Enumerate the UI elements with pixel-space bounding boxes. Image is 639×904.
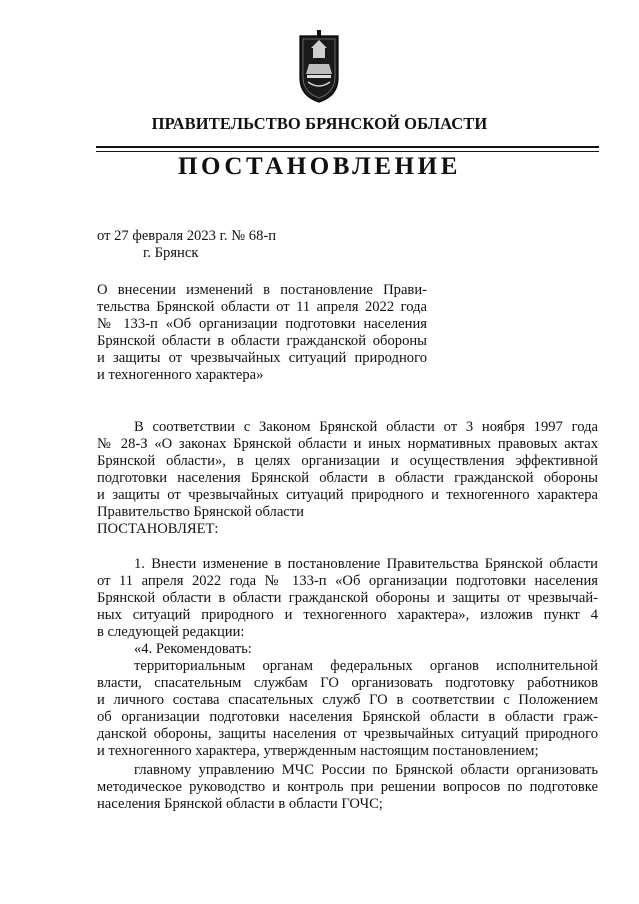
preamble-line: № 28-З «О законах Брянской области и иных нормативных правовых актах (97, 436, 598, 452)
body-line: в следующей редакции: (97, 624, 245, 640)
preamble-line: Правительство Брянской области (97, 504, 304, 520)
document-date-number: от 27 февраля 2023 г. № 68-п (97, 228, 277, 244)
header-rule-thin (96, 151, 599, 152)
body-line: данской обороны, защиты населения от чрезвычайных ситуаций природного (97, 726, 598, 742)
subject-line: и техногенного характера» (97, 367, 264, 383)
subject-line: Брянской области в области гражданской обороны (97, 333, 427, 349)
decree-verb: ПОСТАНОВЛЯЕТ: (97, 521, 219, 537)
body-line: и личного состава спасательных служб ГО в соответствии с Положением (97, 692, 598, 708)
organization-title: ПРАВИТЕЛЬСТВО БРЯНСКОЙ ОБЛАСТИ (151, 114, 488, 133)
body-line: 1. Внести изменение в постановление Правительства Брянской области (134, 556, 598, 572)
body-line: главному управлению МЧС России по Брянской области организовать (134, 762, 598, 778)
body-line: методическое руководство и контроль при решении вопросов по подготовке (97, 779, 598, 795)
body-line: от 11 апреля 2022 года № 133-п «Об организации подготовки населения (97, 573, 598, 589)
subject-line: О внесении изменений в постановление Прави- (97, 282, 427, 298)
body-line: ных ситуаций природного и техногенного характера», изложив пункт 4 (97, 607, 598, 623)
body-line: власти, спасательным службам ГО организовать подготовку работников (97, 675, 598, 691)
bryansk-coat-of-arms-icon (298, 26, 340, 104)
body-line: населения Брянской области в области ГОЧС; (97, 796, 383, 812)
preamble-line: Брянской области», в целях организации и осуществления эффективной (97, 453, 598, 469)
preamble-line: В соответствии с Законом Брянской области от 3 ноября 1997 года (134, 419, 598, 435)
preamble-line: и защиты от чрезвычайных ситуаций природного и техногенного характера (97, 487, 598, 503)
preamble-line: подготовки населения Брянской области в области гражданской обороны (97, 470, 598, 486)
subject-line: тельства Брянской области от 11 апреля 2022 года (97, 299, 427, 315)
body-line: Брянской области в области гражданской обороны и защиты от чрезвычай- (97, 590, 598, 606)
body-line: и техногенного характера, утвержденным настоящим постановлением; (97, 743, 539, 759)
document-city: г. Брянск (143, 245, 199, 261)
body-line: об организации подготовки населения Брянской области в области граж- (97, 709, 598, 725)
body-line: «4. Рекомендовать: (134, 641, 252, 657)
document-type: ПОСТАНОВЛЕНИЕ (177, 153, 462, 180)
subject-line: и защиты от чрезвычайных ситуаций природного (97, 350, 427, 366)
body-line: территориальным органам федеральных органов исполнительной (134, 658, 598, 674)
subject-line: № 133-п «Об организации подготовки населения (97, 316, 427, 332)
header-rule-thick (96, 146, 599, 148)
